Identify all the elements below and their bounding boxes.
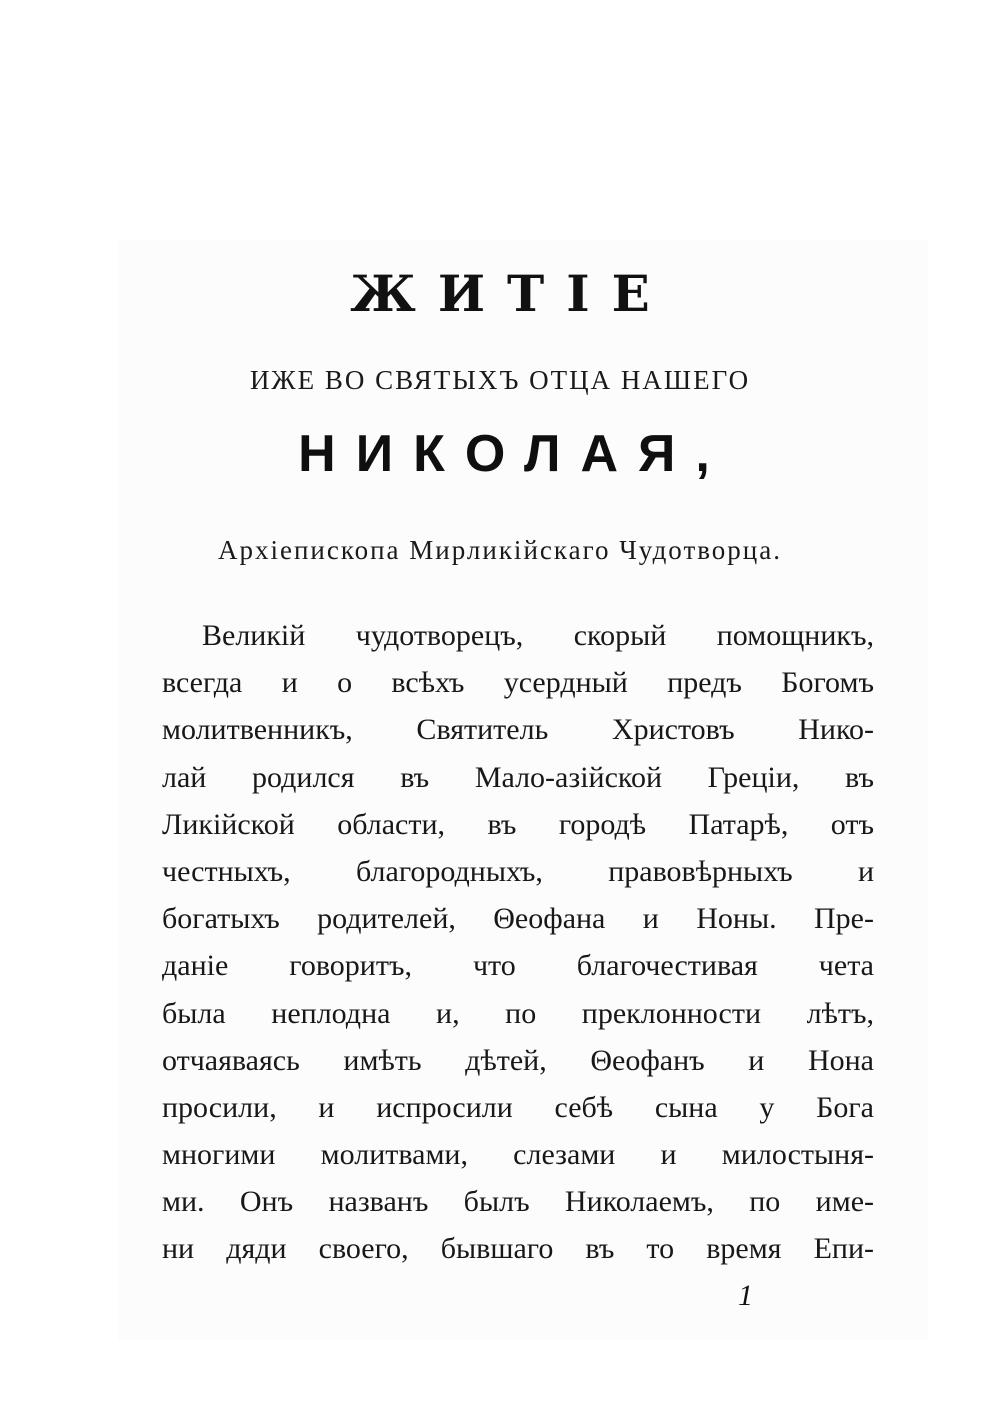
- text-line: многими молитвами, слезами и милостыня-: [162, 1138, 874, 1172]
- page-number: 1: [738, 1279, 753, 1312]
- saint-name: НИКОЛАЯ,: [298, 425, 730, 483]
- text-line: даніе говоритъ, что благочестивая чета: [162, 949, 874, 983]
- text-line: просили, и испросили себѣ сына у Бога: [162, 1090, 874, 1124]
- body-text: [162, 612, 874, 1273]
- text-line: молитвенникъ, Святитель Христовъ Нико-: [162, 713, 874, 747]
- subtitle-line: ИЖЕ ВО СВЯТЫХЪ ОТЦА НАШЕГО: [249, 365, 751, 395]
- text-line: ни дяди своего, бывшаго въ то время Епи-: [162, 1232, 874, 1266]
- text-line: ми. Онъ названъ былъ Николаемъ, по име-: [162, 1185, 874, 1219]
- text-line: лай родился въ Мало-азійской Греціи, въ: [162, 760, 874, 794]
- text-line: отчаяваясь имѣть дѣтей, Θеофанъ и Нона: [162, 1043, 874, 1077]
- text-line: богатыхъ родителей, Θеофана и Ноны. Пре-: [162, 902, 874, 936]
- text-line: Великій чудотворецъ, скорый помощникъ,: [202, 619, 874, 652]
- text-line: Ликійской области, въ городѣ Патарѣ, отъ: [162, 807, 874, 841]
- rank-line: Архіепископа Мирликійскаго Чудотворца.: [218, 535, 782, 565]
- text-line: всегда и о всѣхъ усердный предъ Богомъ: [162, 666, 874, 700]
- text-line: честныхъ, благородныхъ, правовѣрныхъ и: [162, 854, 874, 888]
- title-heading: ЖИТІЕ: [350, 264, 672, 323]
- text-line: была неплодна и, по преклонности лѣтъ,: [162, 996, 874, 1030]
